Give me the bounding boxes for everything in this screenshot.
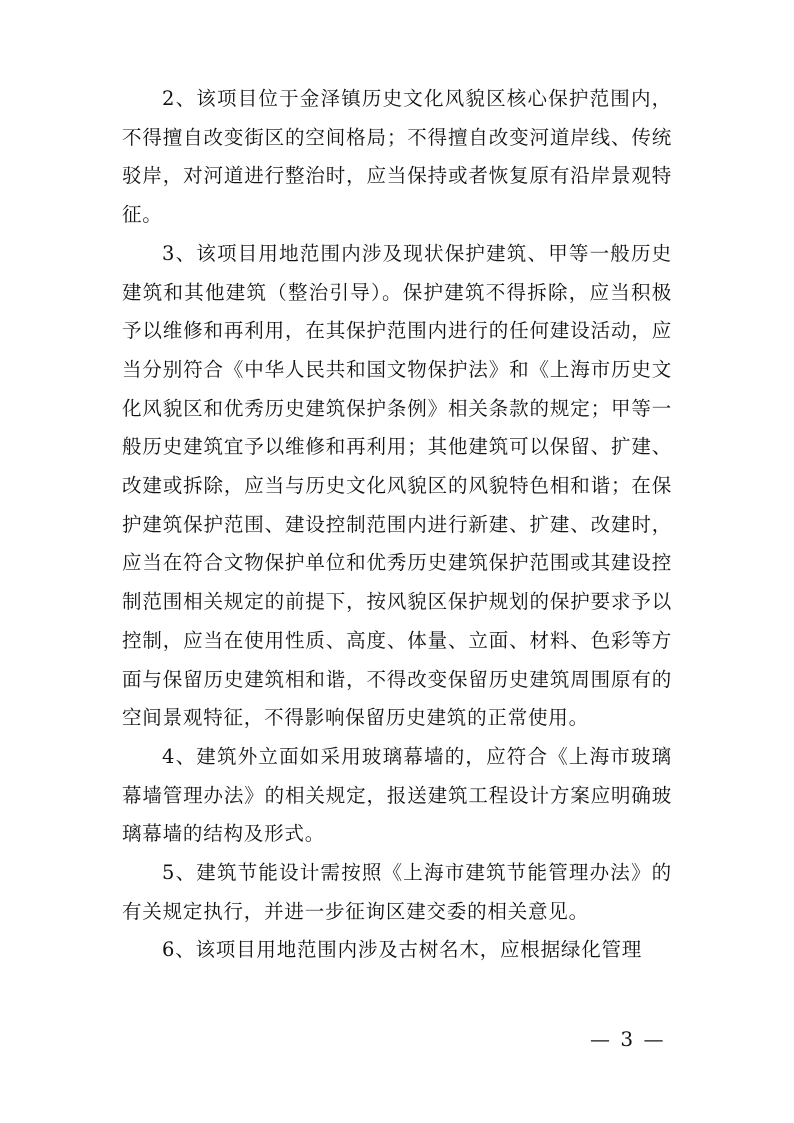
paragraph-item-4: 4、建筑外立面如采用玻璃幕墙的，应符合《上海市玻璃幕墙管理办法》的相关规定，报送建筑工程设计方案应明确玻璃幕墙的结构及形式。 (122, 744, 672, 846)
paragraph-item-2: 2、该项目位于金泽镇历史文化风貌区核心保护范围内，不得擅自改变街区的空间格局；不得擅自改变河道岸线、传统驳岸，对河道进行整治时，应当保持或者恢复原有沿岸景观特征。 (122, 87, 672, 227)
page-number: — 3 — (590, 1027, 666, 1051)
paragraph-item-6: 6、该项目用地范围内涉及古树名木，应根据绿化管理 (162, 938, 643, 962)
paragraph-item-3: 3、该项目用地范围内涉及现状保护建筑、甲等一般历史建筑和其他建筑（整治引导）。保护建筑不得拆除，应当积极予以维修和再利用，在其保护范围内进行的任何建设活动，应当分别符合《中华人民共和国文物保护法》和《上海市历史文化风貌区和优秀历史建筑保护条例》相关条款的规定；甲等一般历史建筑宜予以维修和再利用；其他建筑可以保留、扩建、改建或拆除，应当与历史文化风貌区的风貌特色相和谐；在保护建筑保护范围、建设控制范围内进行新建、扩建、改建时，应当在符合文物保护单位和优秀历史建筑保护范围或其建设控制范围相关规定的前提下，按风貌区保护规划的保护要求予以控制，应当在使用性质、高度、体量、立面、材料、色彩等方面与保留历史建筑相和谐，不得改变保留历史建筑周围原有的空间景观特征，不得影响保留历史建筑的正常使用。 (122, 241, 672, 730)
document-body (122, 80, 672, 970)
paragraph-item-5: 5、建筑节能设计需按照《上海市建筑节能管理办法》的有关规定执行，并进一步征询区建交委的相关意见。 (122, 861, 672, 923)
